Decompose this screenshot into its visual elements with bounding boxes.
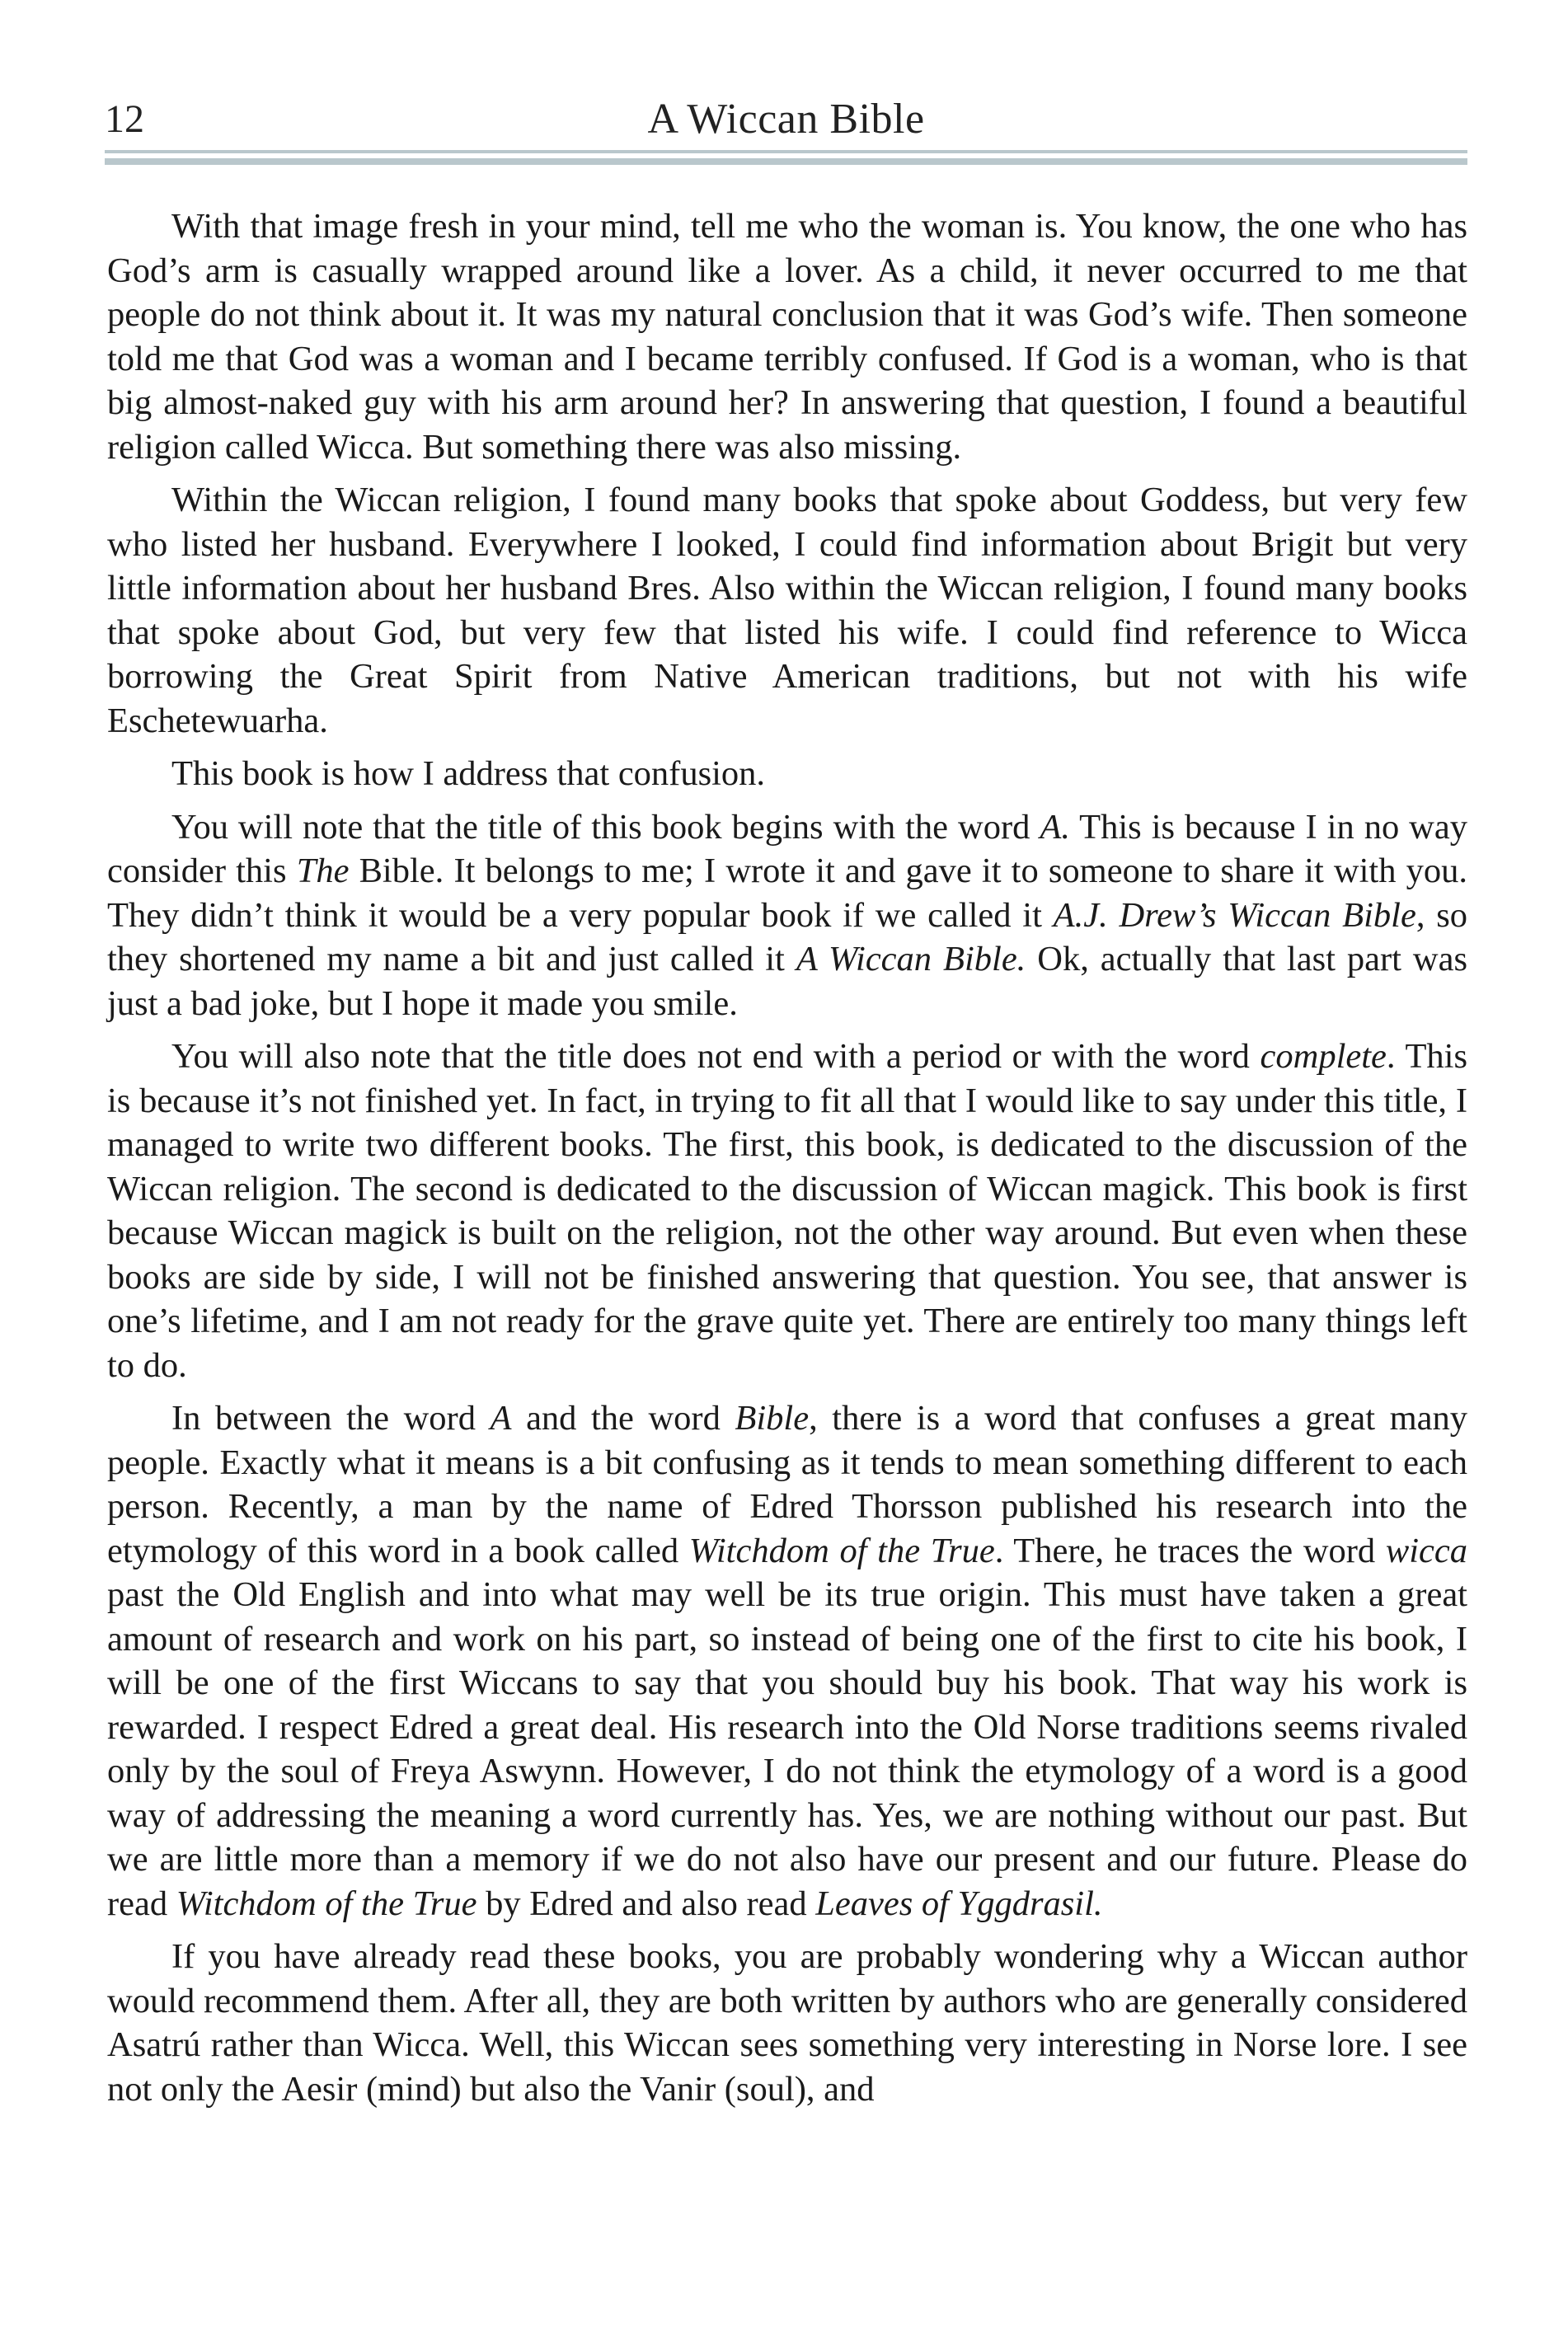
- text-run: . There, he traces the word: [994, 1531, 1386, 1570]
- page-number: 12: [105, 97, 144, 141]
- italic-run: A.: [1040, 807, 1070, 847]
- paragraph-3: This book is how I address that confusion.: [171, 754, 766, 793]
- italic-run: A Wiccan Bible.: [796, 940, 1026, 978]
- paragraph-2: Within the Wiccan religion, I found many books that spoke about Goddess, but very few who listed her husband. Everywhere I looked, I could find information about Brigit but very little information about her husband Bres. Also within the Wiccan religion, I found many books that spoke about God, but very few that listed his wife. I could find reference to Wicca borrowing the Great Spirit from Native American traditions, but not with his wife Eschetewuarha.: [107, 481, 1467, 740]
- page-header: [105, 91, 1467, 148]
- text-run: You will also note that the title does not end with a period or with the word: [171, 1037, 1261, 1076]
- paragraph-6: [107, 1396, 1467, 1926]
- italic-run: Witchdom of the True: [688, 1531, 995, 1570]
- text-run: This is because I in no way consider this: [107, 807, 1467, 890]
- header-rule-thick: [105, 158, 1467, 165]
- italic-run: complete: [1260, 1037, 1387, 1076]
- text-run: . This is because it’s not finished yet. In fact, in trying to fit all that I would like to say under this title, I managed to write two different books. The first, this book, is dedicated to the discussion of the Wiccan religion. The second is dedicated to the discussion of Wiccan magick. This book is first because Wiccan magick is built on the religion, not the other way around. But even when these books are side by side, I will not be finished answering that question. You see, that answer is one’s lifetime, and I am not ready for the grave quite yet. There are entirely too many things left to do.: [107, 1037, 1468, 1385]
- italic-run: The: [296, 852, 350, 890]
- italic-run: A: [490, 1399, 512, 1438]
- italic-run: Witchdom of the True: [176, 1884, 477, 1923]
- paragraph-4: [107, 805, 1467, 1026]
- text-run: In between the word: [171, 1399, 491, 1438]
- body-text: [107, 204, 1467, 2120]
- running-title: A Wiccan Bible: [647, 96, 925, 143]
- italic-run: wicca: [1385, 1531, 1468, 1570]
- text-run: Ok, actually that last part was just a bad joke, but I hope it made you smile.: [107, 940, 1468, 1023]
- text-run: , there is a word that confuses a great many people. Exactly what it means is a bit confusing as it tends to mean something different to each person. Recently, a man by the name of Edred Thorsson published his research into the etymology of this word in a book called: [107, 1399, 1467, 1570]
- text-run: Bible. It belongs to me; I wrote it and gave it to someone to share it with you. They didn’t think it would be a very popular book if we called it: [107, 852, 1467, 935]
- text-run: by Edred and also read: [477, 1884, 816, 1923]
- header-rule-thin: [105, 150, 1467, 153]
- paragraph-1: With that image fresh in your mind, tell me who the woman is. You know, the one who has God’s arm is casually wrapped around like a lover. As a child, it never occurred to me that people do not think about it. It was my natural conclusion that it was God’s wife. Then someone told me that God was a woman and I became terribly confused. If God is a woman, who is that big almost-naked guy with his arm around her? In answering that question, I found a beautiful religion called Wicca. But something there was also missing.: [107, 207, 1467, 467]
- paragraph-5: [107, 1035, 1467, 1387]
- text-run: past the Old English and into what may well be its true origin. This must have taken a great amount of research and work on his part, so instead of being one of the first to cite his book, I will be one of the first Wiccans to say that you should buy his book. That way his work is rewarded. I respect Edred a great deal. His research into the Old Norse traditions seems rivaled only by the soul of Freya Aswynn. However, I do not think the etymology of a word is a good way of addressing the meaning a word currently has. Yes, we are nothing without our past. But we are little more than a memory if we do not also have our present and our future. Please do read: [107, 1575, 1467, 1923]
- italic-run: Bible: [735, 1399, 810, 1438]
- paragraph-7: If you have already read these books, you are probably wondering why a Wiccan author would recommend them. After all, they are both written by authors who are generally considered Asatrú rather than Wicca. Well, this Wiccan sees something very interesting in Norse lore. I see not only the Aesir (mind) but also the Vanir (soul), and: [107, 1937, 1467, 2109]
- text-run: and the word: [511, 1399, 735, 1438]
- italic-run: Leaves of Yggdrasil.: [815, 1884, 1103, 1923]
- italic-run: A.J. Drew’s Wiccan Bible: [1053, 895, 1416, 935]
- text-run: , so they shortened my name a bit and just called it: [107, 895, 1468, 978]
- text-run: You will note that the title of this book begins with the word: [171, 807, 1040, 847]
